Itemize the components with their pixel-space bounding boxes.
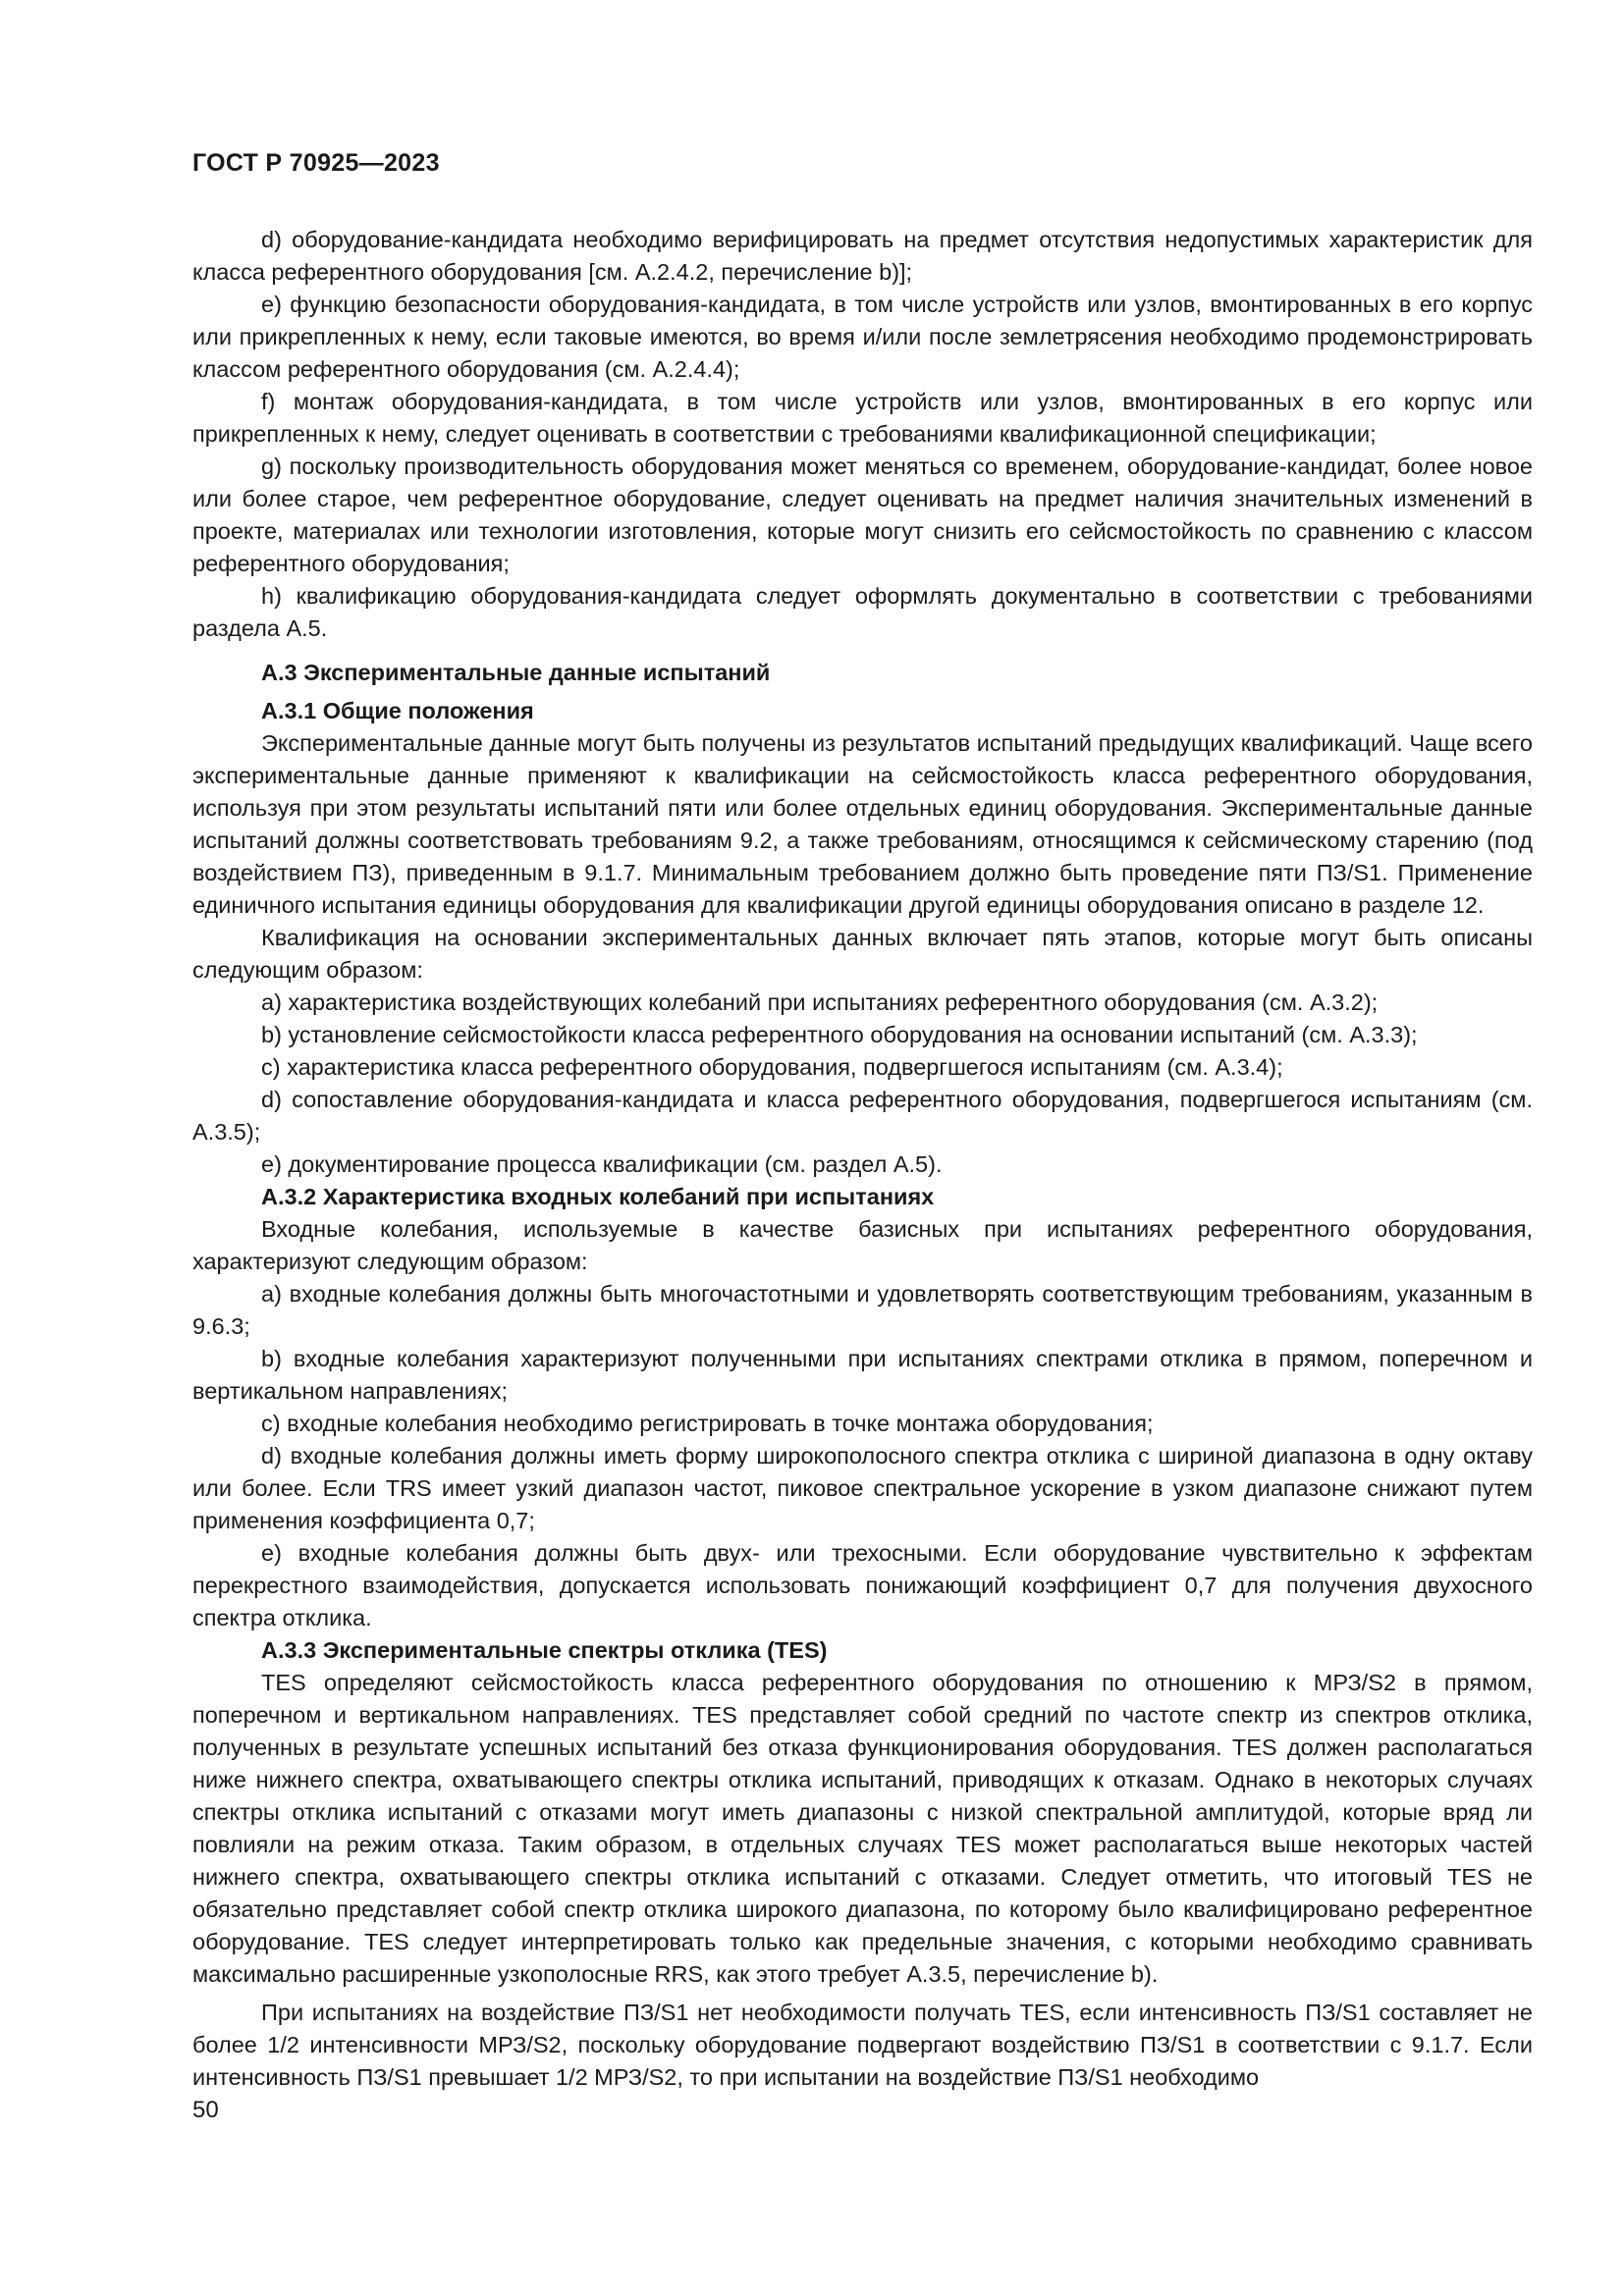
list-item: d) входные колебания должны иметь форму широкополосного спектра отклика с шириной диапазона в одну октаву или более. Если TRS имеет узкий диапазон частот, пиковое спектральное ускорение в узком диапазоне снижают путем применения коэффициента 0,7; bbox=[192, 1443, 1533, 1533]
list-item: e) функцию безопасности оборудования-кандидата, в том числе устройств или узлов, вмонтированных в его корпус или прикрепленных к нему, если таковые имеются, во время и/или после землетрясения необходимо продемонстрировать классом референтного оборудования (см. А.2.4.4); bbox=[192, 292, 1533, 382]
list-item: d) оборудование-кандидата необходимо верифицировать на предмет отсутствия недопустимых характеристик для класса референтного оборудования [см. А.2.4.2, перечисление b)]; bbox=[192, 227, 1533, 285]
list-item: f) монтаж оборудования-кандидата, в том числе устройств или узлов, вмонтированных в его корпус или прикрепленных к нему, следует оценивать в соответствии с требованиями квалификационной спецификации; bbox=[192, 389, 1533, 447]
list-item: b) входные колебания характеризуют полученными при испытаниях спектрами отклика в прямом, поперечном и вертикальном направлениях; bbox=[192, 1346, 1533, 1404]
paragraph: TES определяют сейсмостойкость класса референтного оборудования по отношению к МРЗ/S2 в прямом, поперечном и вертикальном направлениях. TES представляет собой средний по частоте спектр из спектров отклика, полученных в результате успешных испытаний без отказа функционирования оборудования. TES должен располагаться ниже нижнего спектра, охватывающего спектры отклика испытаний, приводящих к отказам. Однако в некоторых случаях спектры отклика испытаний с отказами могут иметь диапазоны с низкой спектральной амплитудой, которые вряд ли повлияли на режим отказа. Таким образом, в отдельных случаях TES может располагаться выше некоторых частей нижнего спектра, охватывающего спектры отклика испытаний с отказами. Следует отметить, что итоговый TES не обязательно представляет собой спектр отклика широкого диапазона, по которому было квалифицировано референтное оборудование. TES следует интерпретировать только как предельные значения, с которыми необходимо сравнивать максимально расширенные узкополосные RRS, как этого требует А.3.5, перечисление b). bbox=[192, 1670, 1533, 1987]
document-body bbox=[192, 224, 1533, 2094]
list-item: e) входные колебания должны быть двух- или трехосными. Если оборудование чувствительно к эффектам перекрестного взаимодействия, допускается использовать понижающий коэффициент 0,7 для получения двухосного спектра отклика. bbox=[192, 1540, 1533, 1630]
page-number: 50 bbox=[192, 2097, 219, 2123]
paragraph: Квалификация на основании экспериментальных данных включает пять этапов, которые могут быть описаны следующим образом: bbox=[192, 925, 1533, 983]
list-item: h) квалификацию оборудования-кандидата следует оформлять документально в соответствии с требованиями раздела А.5. bbox=[192, 583, 1533, 641]
list-item: d) сопоставление оборудования-кандидата и класса референтного оборудования, подвергшегося испытаниям (см. А.3.5); bbox=[192, 1087, 1533, 1145]
subsection-heading-a3-3: А.3.3 Экспериментальные спектры отклика (TES) bbox=[261, 1637, 828, 1663]
list-item: a) характеристика воздействующих колебаний при испытаниях референтного оборудования (см. А.3.2); bbox=[261, 989, 1379, 1015]
subsection-heading-a3-2: А.3.2 Характеристика входных колебаний при испытаниях bbox=[261, 1184, 935, 1209]
list-item: g) поскольку производительность оборудования может меняться со временем, оборудование-кандидат, более новое или более старое, чем референтное оборудование, следует оценивать на предмет наличия значительных изменений в проекте, материалах или технологии изготовления, которые могут снизить его сейсмостойкость по сравнению с классом референтного оборудования; bbox=[192, 454, 1533, 576]
list-item: b) установление сейсмостойкости класса референтного оборудования на основании испытаний (см. А.3.3); bbox=[261, 1022, 1418, 1047]
list-item: c) характеристика класса референтного оборудования, подвергшегося испытаниям (см. А.3.4); bbox=[261, 1054, 1283, 1080]
subsection-heading-a3-1: А.3.1 Общие положения bbox=[261, 698, 534, 723]
list-item: c) входные колебания необходимо регистрировать в точке монтажа оборудования; bbox=[261, 1411, 1154, 1436]
paragraph: Входные колебания, используемые в качестве базисных при испытаниях референтного оборудования, характеризуют следующим образом: bbox=[192, 1216, 1533, 1274]
list-item: e) документирование процесса квалификации (см. раздел А.5). bbox=[261, 1151, 943, 1177]
section-heading-a3: А.3 Экспериментальные данные испытаний bbox=[261, 660, 771, 685]
list-item: a) входные колебания должны быть многочастотными и удовлетворять соответствующим требованиям, указанным в 9.6.3; bbox=[192, 1281, 1533, 1339]
paragraph: Экспериментальные данные могут быть получены из результатов испытаний предыдущих квалификаций. Чаще всего экспериментальные данные применяют к квалификации на сейсмостойкость класса референтного оборудования, используя при этом результаты испытаний пяти или более отдельных единиц оборудования. Экспериментальные данные испытаний должны соответствовать требованиям 9.2, а также требованиям, относящимся к сейсмическому старению (под воздействием ПЗ), приведенным в 9.1.7. Минимальным требованием должно быть проведение пяти ПЗ/S1. Применение единичного испытания единицы оборудования для квалификации другой единицы оборудования описано в разделе 12. bbox=[192, 730, 1533, 918]
paragraph: При испытаниях на воздействие ПЗ/S1 нет необходимости получать TES, если интенсивность ПЗ/S1 составляет не более 1/2 интенсивности МРЗ/S2, поскольку оборудование подвергают воздействию ПЗ/S1 в соответствии с 9.1.7. Если интенсивность ПЗ/S1 превышает 1/2 МРЗ/S2, то при испытании на воздействие ПЗ/S1 необходимо bbox=[192, 2000, 1533, 2090]
document-header: ГОСТ Р 70925—2023 bbox=[192, 149, 440, 177]
